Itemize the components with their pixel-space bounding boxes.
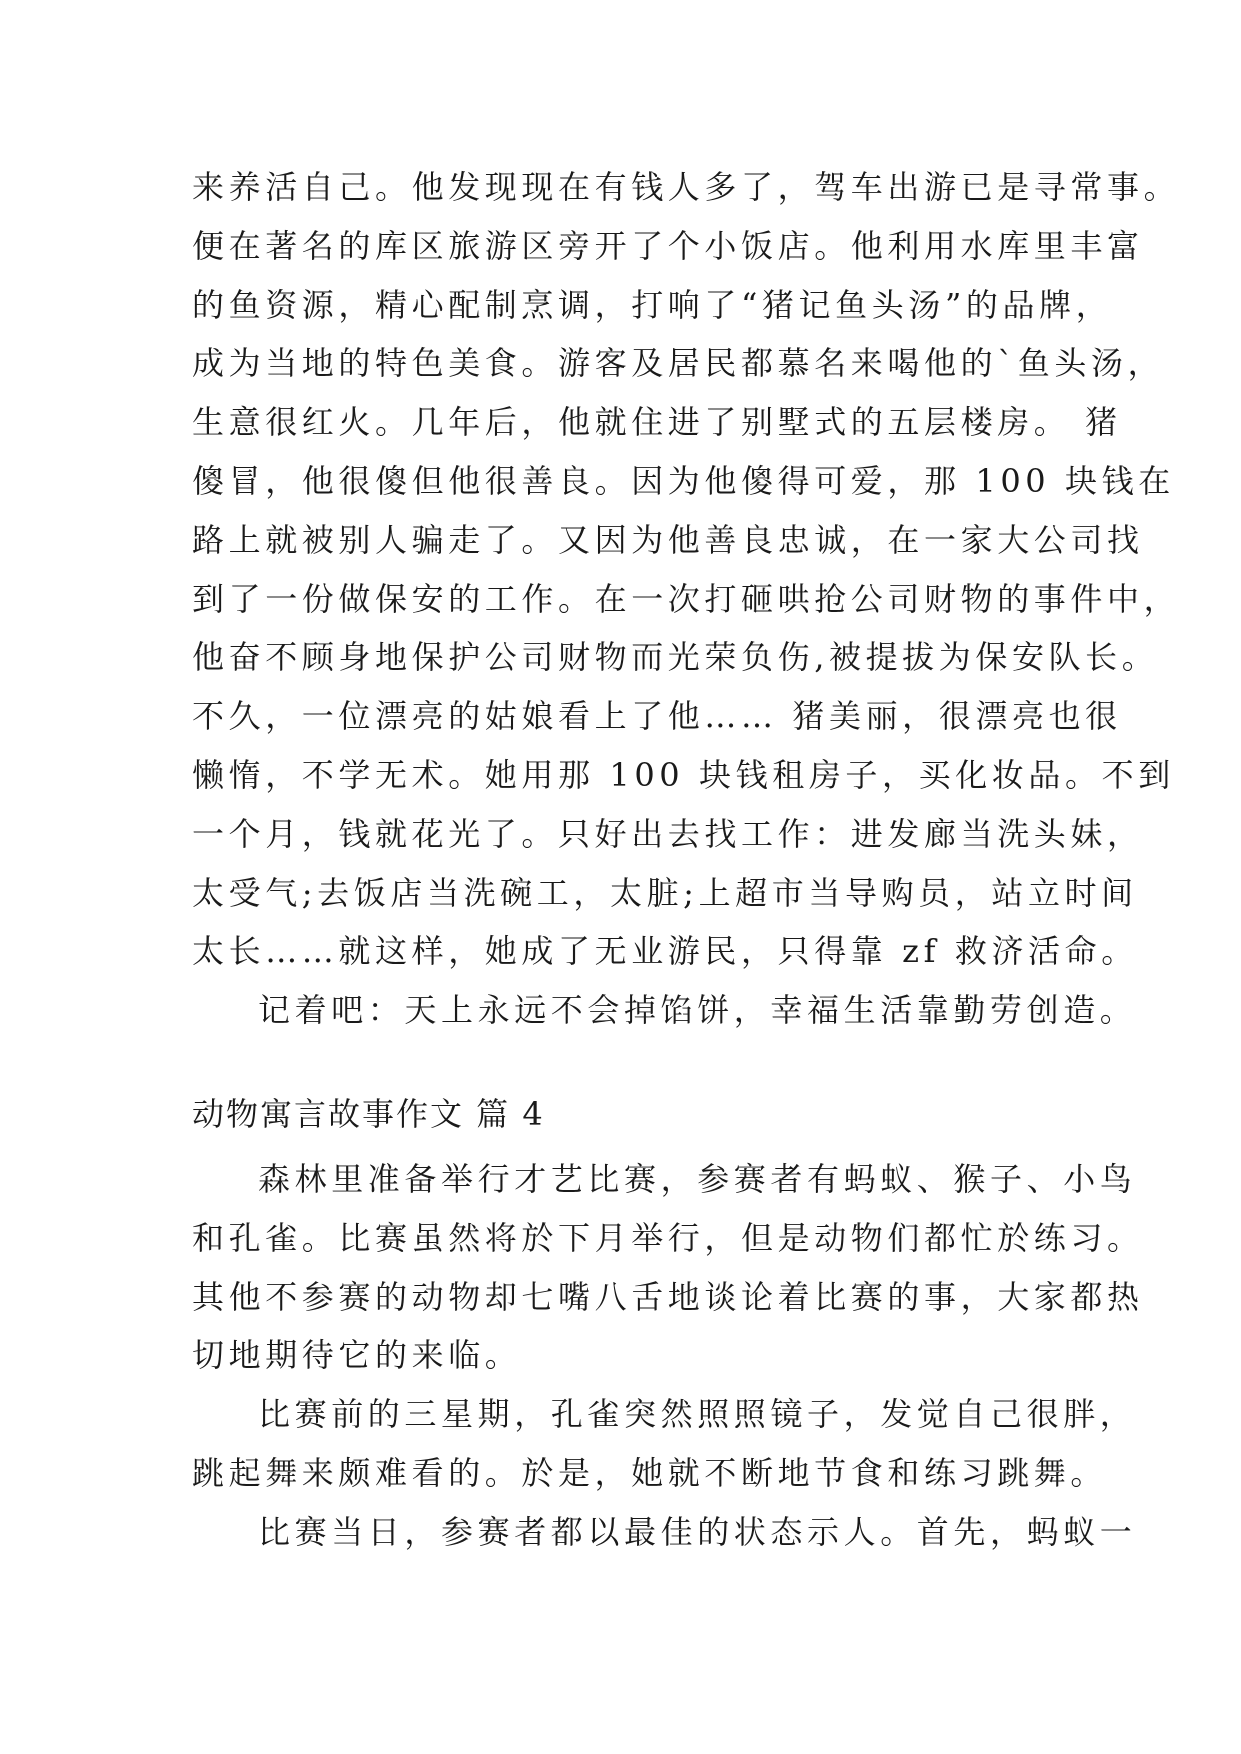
text-line: 跳起舞来颇难看的。於是，她就不断地节食和练习跳舞。 [192,1453,1108,1492]
story-section-4 [192,1150,1144,1562]
text-line: 太长……就这样，她成了无业游民，只得靠 zf 救济活命。 [192,932,1138,971]
text-line: 傻冒，他很傻但他很善良。因为他傻得可爱，那 100 块钱在 [192,461,1175,500]
paragraph [192,1150,1144,1385]
text-line: 懒惰，不学无术。她用那 100 块钱租房子，买化妆品。不到 [192,755,1175,794]
text-line: 他奋不顾身地保护公司财物而光荣负伤,被提拔为保安队长。 [192,638,1159,677]
paragraph [192,1503,1137,1562]
text-line: 到了一份做保安的工作。在一次打砸哄抢公司财物的事件中， [192,579,1181,618]
text-line: 和孔雀。比赛虽然将於下月举行，但是动物们都忙於练习。 [192,1218,1144,1257]
text-line: 不久，一位漂亮的姑娘看上了他…… 猪美丽，很漂亮也很 [192,697,1122,736]
text-line: 一个月，钱就花光了。只好出去找工作：进发廊当洗头妹， [192,814,1144,853]
text-line: 其他不参赛的动物却七嘴八舌地谈论着比赛的事，大家都热 [192,1277,1144,1316]
text-line: 比赛前的三星期，孔雀突然照照镜子，发觉自己很胖， [258,1395,1137,1434]
text-line: 切地期待它的来临。 [192,1336,522,1375]
text-line: 便在著名的库区旅游区旁开了个小饭店。他利用水库里丰富 [192,226,1144,265]
text-line: 生意很红火。几年后，他就住进了别墅式的五层楼房。 猪 [192,403,1122,442]
text-line: 森林里准备举行才艺比赛，参赛者有蚂蚁、猴子、小鸟 [258,1160,1137,1198]
text-line: 路上就被别人骗走了。又因为他善良忠诚，在一家大公司找 [192,520,1144,559]
text-line: 太受气;去饭店当洗碗工，太脏;上超市当导购员，站立时间 [192,873,1138,912]
moral-line: 记着吧：天上永远不会掉馅饼，幸福生活靠勤劳创造。 [258,991,1137,1030]
text-line: 的鱼资源，精心配制烹调，打响了“猪记鱼头汤”的品牌， [192,285,1113,324]
paragraph [192,1385,1137,1503]
text-line: 来养活自己。他发现现在有钱人多了，驾车出游已是寻常事。 [192,168,1181,206]
story-continuation [192,158,1181,1040]
text-line: 比赛当日，参赛者都以最佳的状态示人。首先，蚂蚁一 [258,1512,1137,1551]
text-line: 成为当地的特色美食。游客及居民都慕名来喝他的`鱼头汤， [192,344,1165,383]
section-heading: 动物寓言故事作文 篇 4 [192,1095,545,1133]
